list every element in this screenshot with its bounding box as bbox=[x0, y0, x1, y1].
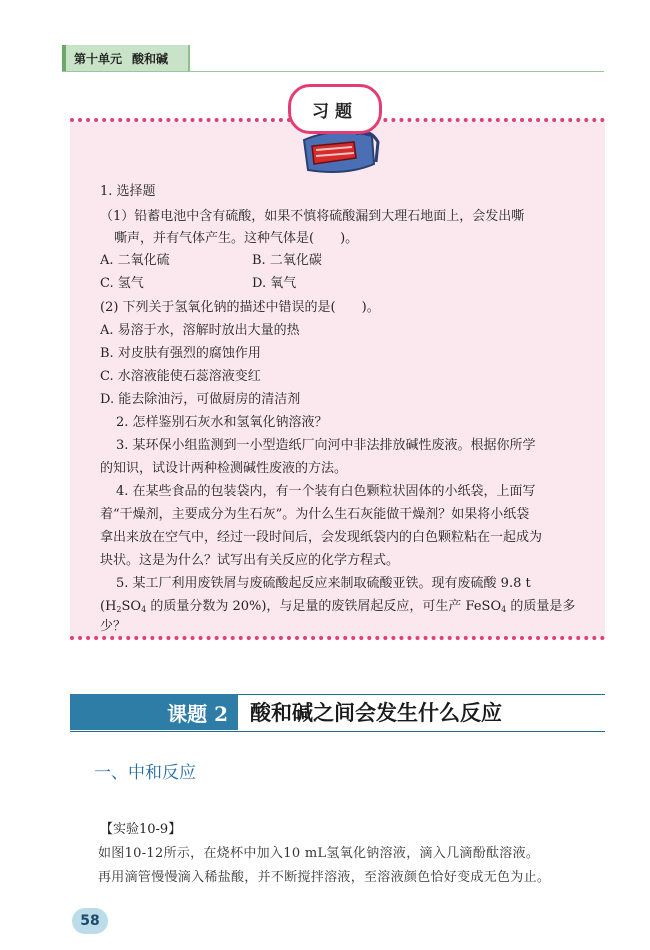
exercise-line: （1）铅蓄电池中含有硫酸，如果不慎将硫酸漏到大理石地面上，会发出嘶 bbox=[100, 209, 525, 224]
header-accent-bar bbox=[62, 45, 66, 71]
section-label: 课题 2 bbox=[70, 694, 238, 730]
exercise-line: 4. 在某些食品的包装袋内，有一个装有白色颗粒状固体的小纸袋，上面写 bbox=[116, 484, 536, 499]
exercise-bottom-border bbox=[70, 636, 605, 640]
exercise-option: C. 氢气 bbox=[100, 276, 144, 291]
exercise-option: C. 水溶液能使石蕊溶液变红 bbox=[100, 369, 261, 384]
unit-header bbox=[62, 45, 190, 71]
exercise-line: 5. 某工厂利用废铁屑与废硫酸起反应来制取硫酸亚铁。现有废硫酸 9.8 t bbox=[116, 576, 531, 591]
body-line: 再用滴管慢慢滴入稀盐酸，并不断搅拌溶液，至溶液颜色恰好变成无色为止。 bbox=[98, 870, 551, 885]
exercise-line: 1. 选择题 bbox=[100, 184, 156, 199]
exercise-line: 2. 怎样鉴别石灰水和氢氧化钠溶液？ bbox=[116, 415, 328, 430]
unit-label: 第十单元 bbox=[74, 51, 123, 66]
header-rule bbox=[62, 71, 604, 72]
body-paragraph bbox=[98, 842, 610, 890]
exercise-line: 3. 某环保小组监测到一小型造纸厂向河中非法排放碱性废液。根据你所学 bbox=[116, 438, 536, 453]
page-number: 58 bbox=[72, 908, 108, 934]
section-title: 酸和碱之间会发生什么反应 bbox=[250, 700, 502, 725]
exercise-line: 嘶声，并有气体产生。这种气体是( )。 bbox=[114, 231, 359, 246]
exercise-option: D. 氧气 bbox=[252, 276, 297, 291]
exercise-option: A. 易溶于水，溶解时放出大量的热 bbox=[100, 323, 300, 338]
exercise-option: B. 对皮肤有强烈的腐蚀作用 bbox=[100, 346, 261, 361]
experiment-label: 【实验10-9】 bbox=[100, 822, 182, 837]
sub-heading: 一、中和反应 bbox=[94, 763, 196, 783]
exercise-line-formula: ($H_2SO_4$ 的质量分数为 20%)，与足量的废铁屑起反应，可生产 FeSO$_4$ 的质量是多少？ bbox=[100, 599, 576, 634]
exercise-line: 着“干燥剂，主要成分为生石灰”。为什么生石灰能做干燥剂？如果将小纸袋 bbox=[100, 507, 530, 522]
exercise-badge: 习题 bbox=[288, 84, 382, 134]
exercise-line: (2) 下列关于氢氧化钠的描述中错误的是( )。 bbox=[100, 300, 380, 315]
body-line: 如图10-12所示，在烧杯中加入10 mL氢氧化钠溶液，滴入几滴酚酞溶液。 bbox=[98, 846, 540, 861]
exercise-option: A. 二氧化硫 bbox=[100, 253, 170, 268]
unit-title: 酸和碱 bbox=[132, 51, 169, 66]
exercise-line: 块状。这是为什么？试写出有关反应的化学方程式。 bbox=[100, 553, 400, 568]
exercise-line: 拿出来放在空气中，经过一段时间后，会发现纸袋内的白色颗粒粘在一起成为 bbox=[100, 530, 543, 545]
exercise-line: 的知识，试设计两种检测碱性废液的方法。 bbox=[100, 461, 348, 476]
exercise-option: D. 能去除油污，可做厨房的清洁剂 bbox=[100, 392, 301, 407]
exercise-option: B. 二氧化碳 bbox=[252, 253, 322, 268]
